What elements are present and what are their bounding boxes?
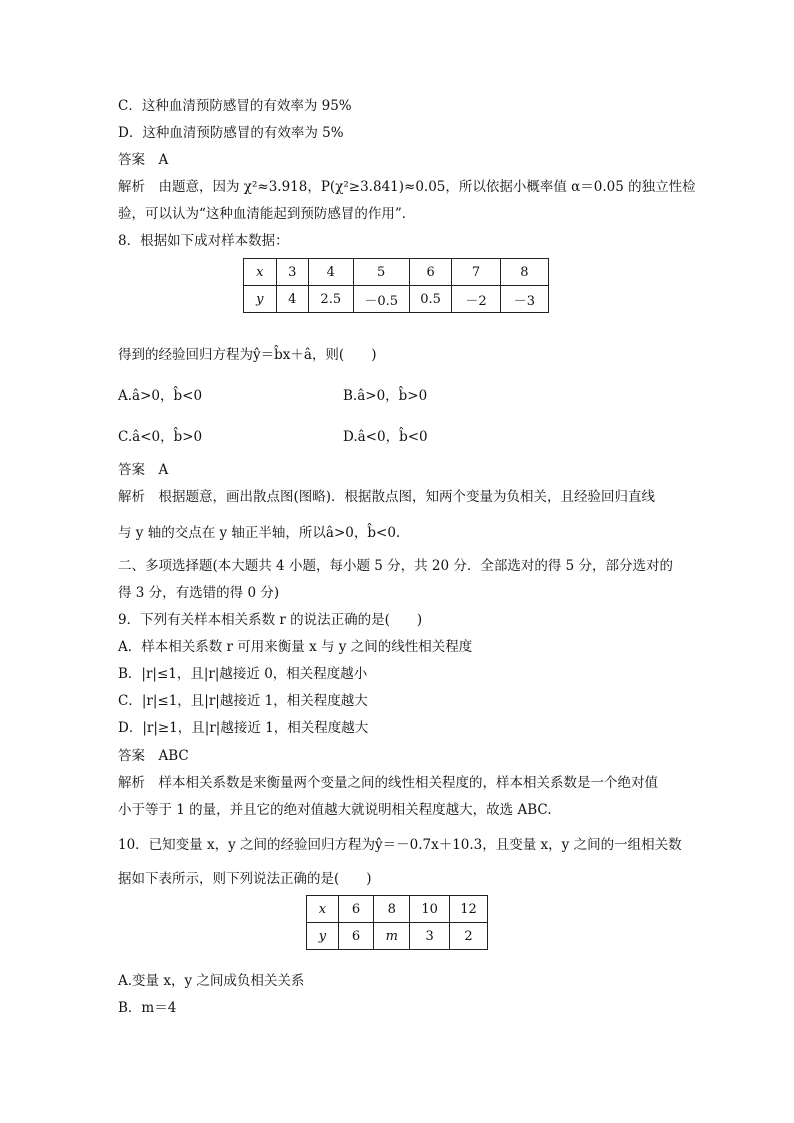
q9-option-a: A．样本相关系数 r 可用来衡量 x 与 y 之间的线性相关程度 bbox=[118, 639, 473, 655]
table-cell: 8 bbox=[500, 259, 548, 286]
q8-option-c: C.â<0，b̂>0 bbox=[118, 429, 203, 445]
table-cell: x bbox=[244, 259, 277, 286]
table-cell: 6 bbox=[338, 896, 374, 923]
q9-option-b: B．|r|≤1，且|r|越接近 0，相关程度越小 bbox=[118, 666, 368, 682]
table-cell: 2 bbox=[450, 923, 488, 950]
q8-option-a: A.â>0，b̂<0 bbox=[118, 388, 203, 404]
table-cell: 12 bbox=[450, 896, 488, 923]
q9-explanation-2: 小于等于 1 的量，并且它的绝对值越大就说明相关程度越大，故选 ABC. bbox=[118, 802, 552, 818]
table-cell: 6 bbox=[338, 923, 374, 950]
q8-option-b: B.â>0，b̂>0 bbox=[343, 388, 428, 404]
q9-option-c: C．|r|≤1，且|r|越接近 1，相关程度越大 bbox=[118, 693, 368, 709]
q9-explanation-1: 解析 样本相关系数是来衡量两个变量之间的线性相关程度的，样本相关系数是一个绝对值 bbox=[118, 775, 658, 791]
q7-option-c: C．这种血清预防感冒的有效率为 95% bbox=[118, 98, 352, 114]
section-2-heading-1: 二、多项选择题(本大题共 4 小题，每小题 5 分，共 20 分．全部选对的得 5 分，部分选对的 bbox=[118, 558, 674, 574]
table-cell: －2 bbox=[452, 286, 500, 313]
table-cell: 2.5 bbox=[309, 286, 354, 313]
q8-data-table bbox=[243, 258, 549, 313]
table-row bbox=[244, 286, 549, 313]
table-cell: y bbox=[307, 923, 339, 950]
table-cell: －0.5 bbox=[353, 286, 409, 313]
table-cell: x bbox=[307, 896, 339, 923]
table-cell: y bbox=[244, 286, 277, 313]
q8-explanation-2: 与 y 轴的交点在 y 轴正半轴，所以â>0，b̂<0. bbox=[118, 525, 401, 541]
q8-stem: 8．根据如下成对样本数据： bbox=[118, 233, 289, 249]
table-row bbox=[307, 923, 488, 950]
table-row bbox=[307, 896, 488, 923]
table-cell: 8 bbox=[374, 896, 410, 923]
table-cell: 4 bbox=[309, 259, 354, 286]
q10-option-a: A.变量 x，y 之间成负相关关系 bbox=[118, 973, 305, 989]
q8-answer: 答案 A bbox=[118, 462, 169, 478]
table-cell: 6 bbox=[409, 259, 452, 286]
q10-stem-2: 据如下表所示，则下列说法正确的是( ) bbox=[118, 871, 372, 887]
q8-regression: 得到的经验回归方程为ŷ＝b̂x＋â，则( ) bbox=[118, 347, 377, 363]
q10-stem-1: 10．已知变量 x，y 之间的经验回归方程为ŷ＝－0.7x＋10.3，且变量 x，y 之间的一组相关数 bbox=[118, 837, 682, 853]
table-cell: 10 bbox=[410, 896, 450, 923]
q7-explanation-1: 解析 由题意，因为 χ²≈3.918，P(χ²≥3.841)≈0.05，所以依据小概率值 α＝0.05 的独立性检 bbox=[118, 179, 696, 195]
table-cell: m bbox=[374, 923, 410, 950]
q9-answer: 答案 ABC bbox=[118, 748, 189, 764]
table-cell: 3 bbox=[410, 923, 450, 950]
table-cell: 4 bbox=[276, 286, 309, 313]
q9-stem: 9．下列有关样本相关系数 r 的说法正确的是( ) bbox=[118, 612, 423, 628]
q10-data-table bbox=[306, 895, 488, 950]
table-cell: 0.5 bbox=[409, 286, 452, 313]
table-cell: 7 bbox=[452, 259, 500, 286]
table-row bbox=[244, 259, 549, 286]
q8-option-d: D.â<0，b̂<0 bbox=[343, 429, 428, 445]
q10-option-b: B．m＝4 bbox=[118, 1000, 177, 1016]
q9-option-d: D．|r|≥1，且|r|越接近 1，相关程度越大 bbox=[118, 720, 369, 736]
q7-explanation-2: 验，可以认为“这种血清能起到预防感冒的作用”． bbox=[118, 206, 416, 222]
q8-explanation-1: 解析 根据题意，画出散点图(图略)．根据散点图，知两个变量为负相关，且经验回归直线 bbox=[118, 489, 656, 505]
table-cell: －3 bbox=[500, 286, 548, 313]
table-cell: 3 bbox=[276, 259, 309, 286]
q7-option-d: D．这种血清预防感冒的有效率为 5% bbox=[118, 125, 344, 141]
q7-answer: 答案 A bbox=[118, 152, 169, 168]
table-cell: 5 bbox=[353, 259, 409, 286]
section-2-heading-2: 得 3 分，有选错的得 0 分) bbox=[118, 585, 280, 601]
